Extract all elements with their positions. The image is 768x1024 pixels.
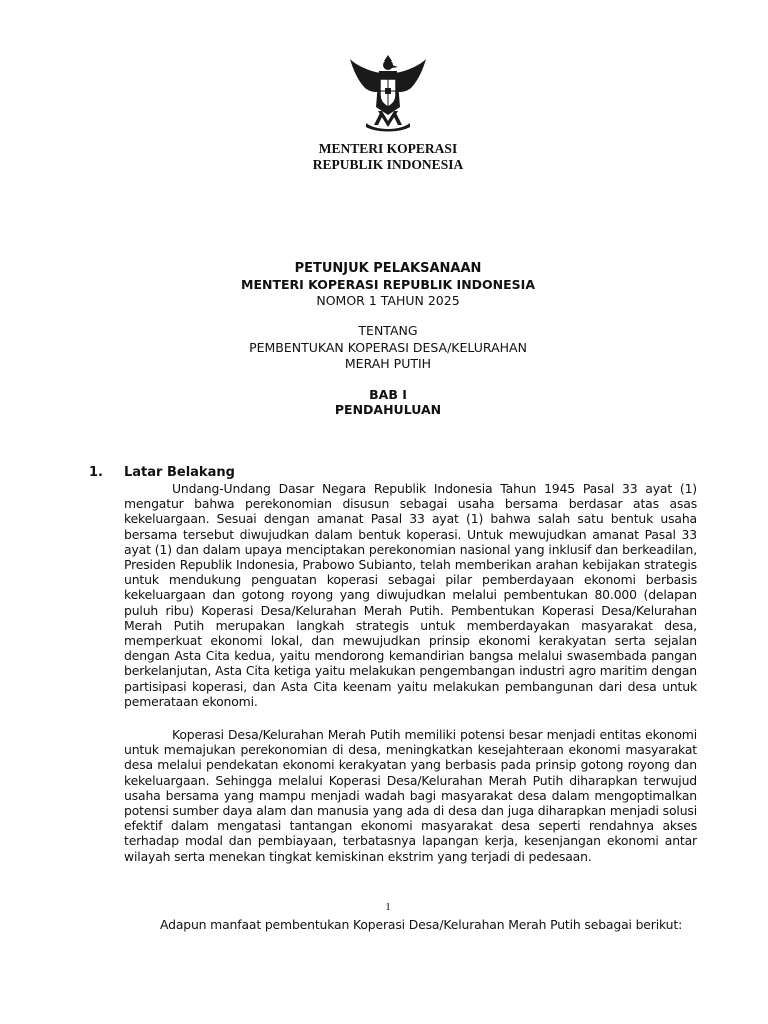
letterhead [0,141,768,173]
section-heading: Latar Belakang [124,465,235,480]
body-paragraph-1: Undang-Undang Dasar Negara Republik Indonesia Tahun 1945 Pasal 33 ayat (1) mengatur bahwa perekonomian disusun sebagai usaha bersama berdasar atas asas kekeluargaan. Sesuai dengan amanat Pasal 33 ayat (1) bahwa salah satu bentuk usaha bersama tersebut diwujudkan dalam bentuk koperasi. Untuk mewujudkan amanat Pasal 33 ayat (1) dan dalam upaya menciptakan perekonomian nasional yang inklusif dan berkeadilan, Presiden Republik Indonesia, Prabowo Subianto, telah memberikan arahan kebijakan strategis untuk mendukung penguatan koperasi sebagai pilar pemberdayaan ekonomi berbasis kekeluargaan dan gotong royong yang diwujudkan melalui pembentukan 80.000 (delapan puluh ribu) Koperasi Desa/Kelurahan Merah Putih. Pembentukan Koperasi Desa/Kelurahan Merah Putih merupakan langkah strategis untuk memberdayakan masyarakat desa, memperkuat ekonomi lokal, dan mewujudkan prinsip ekonomi kerakyatan serta sejalan dengan Asta Cita kedua, yaitu mendorong kemandirian bangsa melalui swasembada pangan berkelanjutan, Asta Cita ketiga yaitu melakukan pengembangan industri agro maritim dengan partisipasi koperasi, dan Asta Cita keenam yaitu melakukan pembangunan dari desa untuk pemerataan ekonomi. [124,481,697,709]
chapter-number: BAB I [369,387,407,402]
section-number: 1. [89,465,103,480]
document-subject-line2: MERAH PUTIH [344,356,432,371]
letterhead-line1: MENTERI KOPERASI [318,141,458,156]
letterhead-line2: REPUBLIK INDONESIA [312,157,464,172]
document-about-label: TENTANG [358,323,418,338]
garuda-emblem-icon [348,55,428,133]
document-number: NOMOR 1 TAHUN 2025 [316,293,460,308]
document-issuer: MENTERI KOPERASI REPUBLIK INDONESIA [241,277,535,292]
body-paragraph-2: Koperasi Desa/Kelurahan Merah Putih memiliki potensi besar menjadi entitas ekonomi untuk memajukan perekonomian di desa, meningkatkan kesejahteraan ekonomi masyarakat desa melalui pendekatan ekonomi kerakyatan yang berbasis pada prinsip gotong royong dan kekeluargaan. Sehingga melalui Koperasi Desa/Kelurahan Merah Putih diharapkan terwujud usaha bersama yang mampu menjadi wadah bagi masyarakat desa dalam mengoptimalkan potensi sumber daya alam dan manusia yang ada di desa dan juga diharapkan menjadi solusi efektif dalam mengatasi tantangan ekonomi masyarakat desa seperti rendahnya akses terhadap modal dan pembiayaan, terbatasnya lapangan kerja, kesenjangan ekonomi antar wilayah serta menekan tingkat kemiskinan ekstrim yang terjadi di pedesaan. [124,727,697,864]
chapter-title: PENDAHULUAN [334,402,442,417]
document-subject-line1: PEMBENTUKAN KOPERASI DESA/KELURAHAN [249,340,527,355]
document-title: PETUNJUK PELAKSANAAN [294,261,482,276]
body-paragraph-3: Adapun manfaat pembentukan Koperasi Desa/Kelurahan Merah Putih sebagai berikut: [160,917,683,932]
page-number: 1 [385,901,391,913]
